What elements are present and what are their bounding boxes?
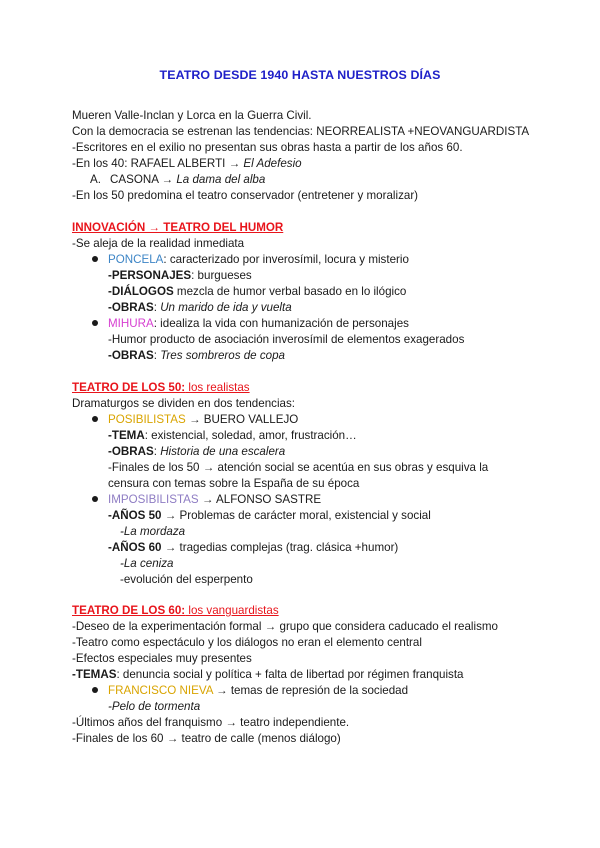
separator: : [153, 445, 161, 458]
label-obras: -OBRAS [108, 301, 154, 314]
text-personajes: : burgueses [191, 269, 252, 282]
section-heading-60s [72, 603, 279, 619]
text-temas: : denuncia social y política + falta de libertad por régimen franquista [116, 668, 464, 681]
section-heading-60s-sub: los vanguardistas [185, 604, 279, 617]
s3-line-4 [72, 667, 464, 683]
label-tema: -TEMA [108, 429, 145, 442]
section-heading-50s-main: TEATRO DE LOS 50: [72, 381, 186, 394]
intro-line-1: Mueren Valle-Inclan y Lorca en la Guerra Civil. [72, 109, 312, 122]
section-heading-60s-main: TEATRO DE LOS 60: [72, 604, 186, 617]
s2-imp-line-2 [108, 508, 431, 524]
bullet-icon [92, 416, 98, 422]
author-mihura: MIHURA [108, 317, 154, 330]
intro-line-4-text: -En los 40: RAFAEL ALBERTI → [72, 157, 244, 170]
text-dialogos: mezcla de humor verbal basado en lo ilógico [173, 285, 407, 298]
author-poncela: PONCELA [108, 253, 164, 266]
label-personajes: -PERSONAJES [108, 269, 192, 282]
s3-line-2: -Teatro como espectáculo y los diálogos no eran el elemento central [72, 636, 422, 649]
s1-poncela-line-3 [108, 284, 406, 300]
s1-bullet-mihura [92, 316, 409, 332]
section-heading-50s [72, 380, 250, 396]
s3-line-3: -Efectos especiales muy presentes [72, 652, 252, 665]
intro-line-4-work: El Adefesio [243, 157, 302, 170]
bullet-icon [92, 256, 98, 262]
intro-line-5-work: La dama del alba [176, 173, 266, 186]
s2-bullet-2-text: → ALFONSO SASTRE [198, 493, 322, 506]
s1-bullet-1-text: : caracterizado por inverosímil, locura y misterio [163, 253, 409, 266]
s2-pos-line-4: -Finales de los 50 → atención social se acentúa en sus obras y esquiva la [108, 461, 489, 474]
s1-bullet-poncela [92, 252, 409, 268]
label-temas: -TEMAS [72, 668, 117, 681]
text-anos-60: → tragedias complejas (trag. clásica +humor) [161, 541, 399, 554]
intro-line-2: Con la democracia se estrenan las tendencias: NEORREALISTA +NEOVANGUARDISTA [72, 125, 530, 138]
document-title: TEATRO DESDE 1940 HASTA NUESTROS DÍAS [159, 68, 441, 82]
label-anos-60: -AÑOS 60 [108, 541, 162, 554]
label-obras: -OBRAS [108, 445, 154, 458]
label-anos-50: -AÑOS 50 [108, 509, 162, 522]
bullet-icon [92, 320, 98, 326]
intro-line-5-text: CASONA → [110, 173, 177, 186]
s1-mihura-line-2: -Humor producto de asociación inverosímil de elementos exagerados [108, 333, 465, 346]
s1-poncela-line-2 [108, 268, 252, 284]
work-la-mordaza: -La mordaza [120, 525, 186, 538]
s3-line-5: -Últimos años del franquismo → teatro independiente. [72, 716, 350, 729]
s1-mihura-line-3 [108, 348, 285, 364]
bullet-icon [92, 687, 98, 693]
section-heading-50s-sub: los realistas [185, 381, 250, 394]
work-title: Tres sombreros de copa [160, 349, 285, 362]
section-heading-humor: INNOVACIÓN → TEATRO DEL HUMOR [72, 221, 284, 234]
separator: : [153, 349, 161, 362]
intro-line-4 [72, 156, 302, 172]
bullet-icon [92, 496, 98, 502]
s2-imp-line-6: -evolución del esperpento [120, 573, 253, 586]
work-title: Un marido de ida y vuelta [160, 301, 292, 314]
separator: : [153, 301, 161, 314]
list-marker: A. [90, 173, 101, 186]
work-title: Historia de una escalera [160, 445, 286, 458]
tendency-posibilistas: POSIBILISTAS [108, 413, 186, 426]
s2-bullet-imposibilistas [92, 492, 321, 508]
s2-imp-line-4 [108, 540, 398, 556]
tendency-imposibilistas: IMPOSIBILISTAS [108, 493, 199, 506]
s3-bullet-nieva [92, 683, 408, 699]
s1-line-1: -Se aleja de la realidad inmediata [72, 237, 245, 250]
intro-line-6: -En los 50 predomina el teatro conservador (entretener y moralizar) [72, 189, 419, 202]
s3-bullet-1-text: → temas de represión de la sociedad [212, 684, 409, 697]
s3-line-6: -Finales de los 60 → teatro de calle (menos diálogo) [72, 732, 341, 745]
s2-line-1: Dramaturgos se dividen en dos tendencias: [72, 397, 295, 410]
s2-bullet-1-text: → BUERO VALLEJO [185, 413, 299, 426]
author-nieva: FRANCISCO NIEVA [108, 684, 213, 697]
text-tema: : existencial, soledad, amor, frustración… [144, 429, 357, 442]
work-la-ceniza: -La ceniza [120, 557, 174, 570]
work-pelo-de-tormenta: -Pelo de tormenta [108, 700, 201, 713]
s2-bullet-posibilistas [92, 412, 298, 428]
intro-line-3: -Escritores en el exilio no presentan sus obras hasta a partir de los años 60. [72, 141, 463, 154]
s2-pos-line-3 [108, 444, 285, 460]
intro-line-5 [90, 172, 265, 188]
s2-pos-line-2 [108, 428, 357, 444]
s1-poncela-line-4 [108, 300, 292, 316]
s3-line-1: -Deseo de la experimentación formal → grupo que considera caducado el realismo [72, 620, 498, 633]
s2-pos-line-5: censura con temas sobre la España de su época [108, 477, 360, 490]
s1-bullet-2-text: : idealiza la vida con humanización de personajes [153, 317, 409, 330]
label-dialogos: -DIÁLOGOS [108, 285, 174, 298]
label-obras: -OBRAS [108, 349, 154, 362]
text-anos-50: → Problemas de carácter moral, existencial y social [161, 509, 431, 522]
